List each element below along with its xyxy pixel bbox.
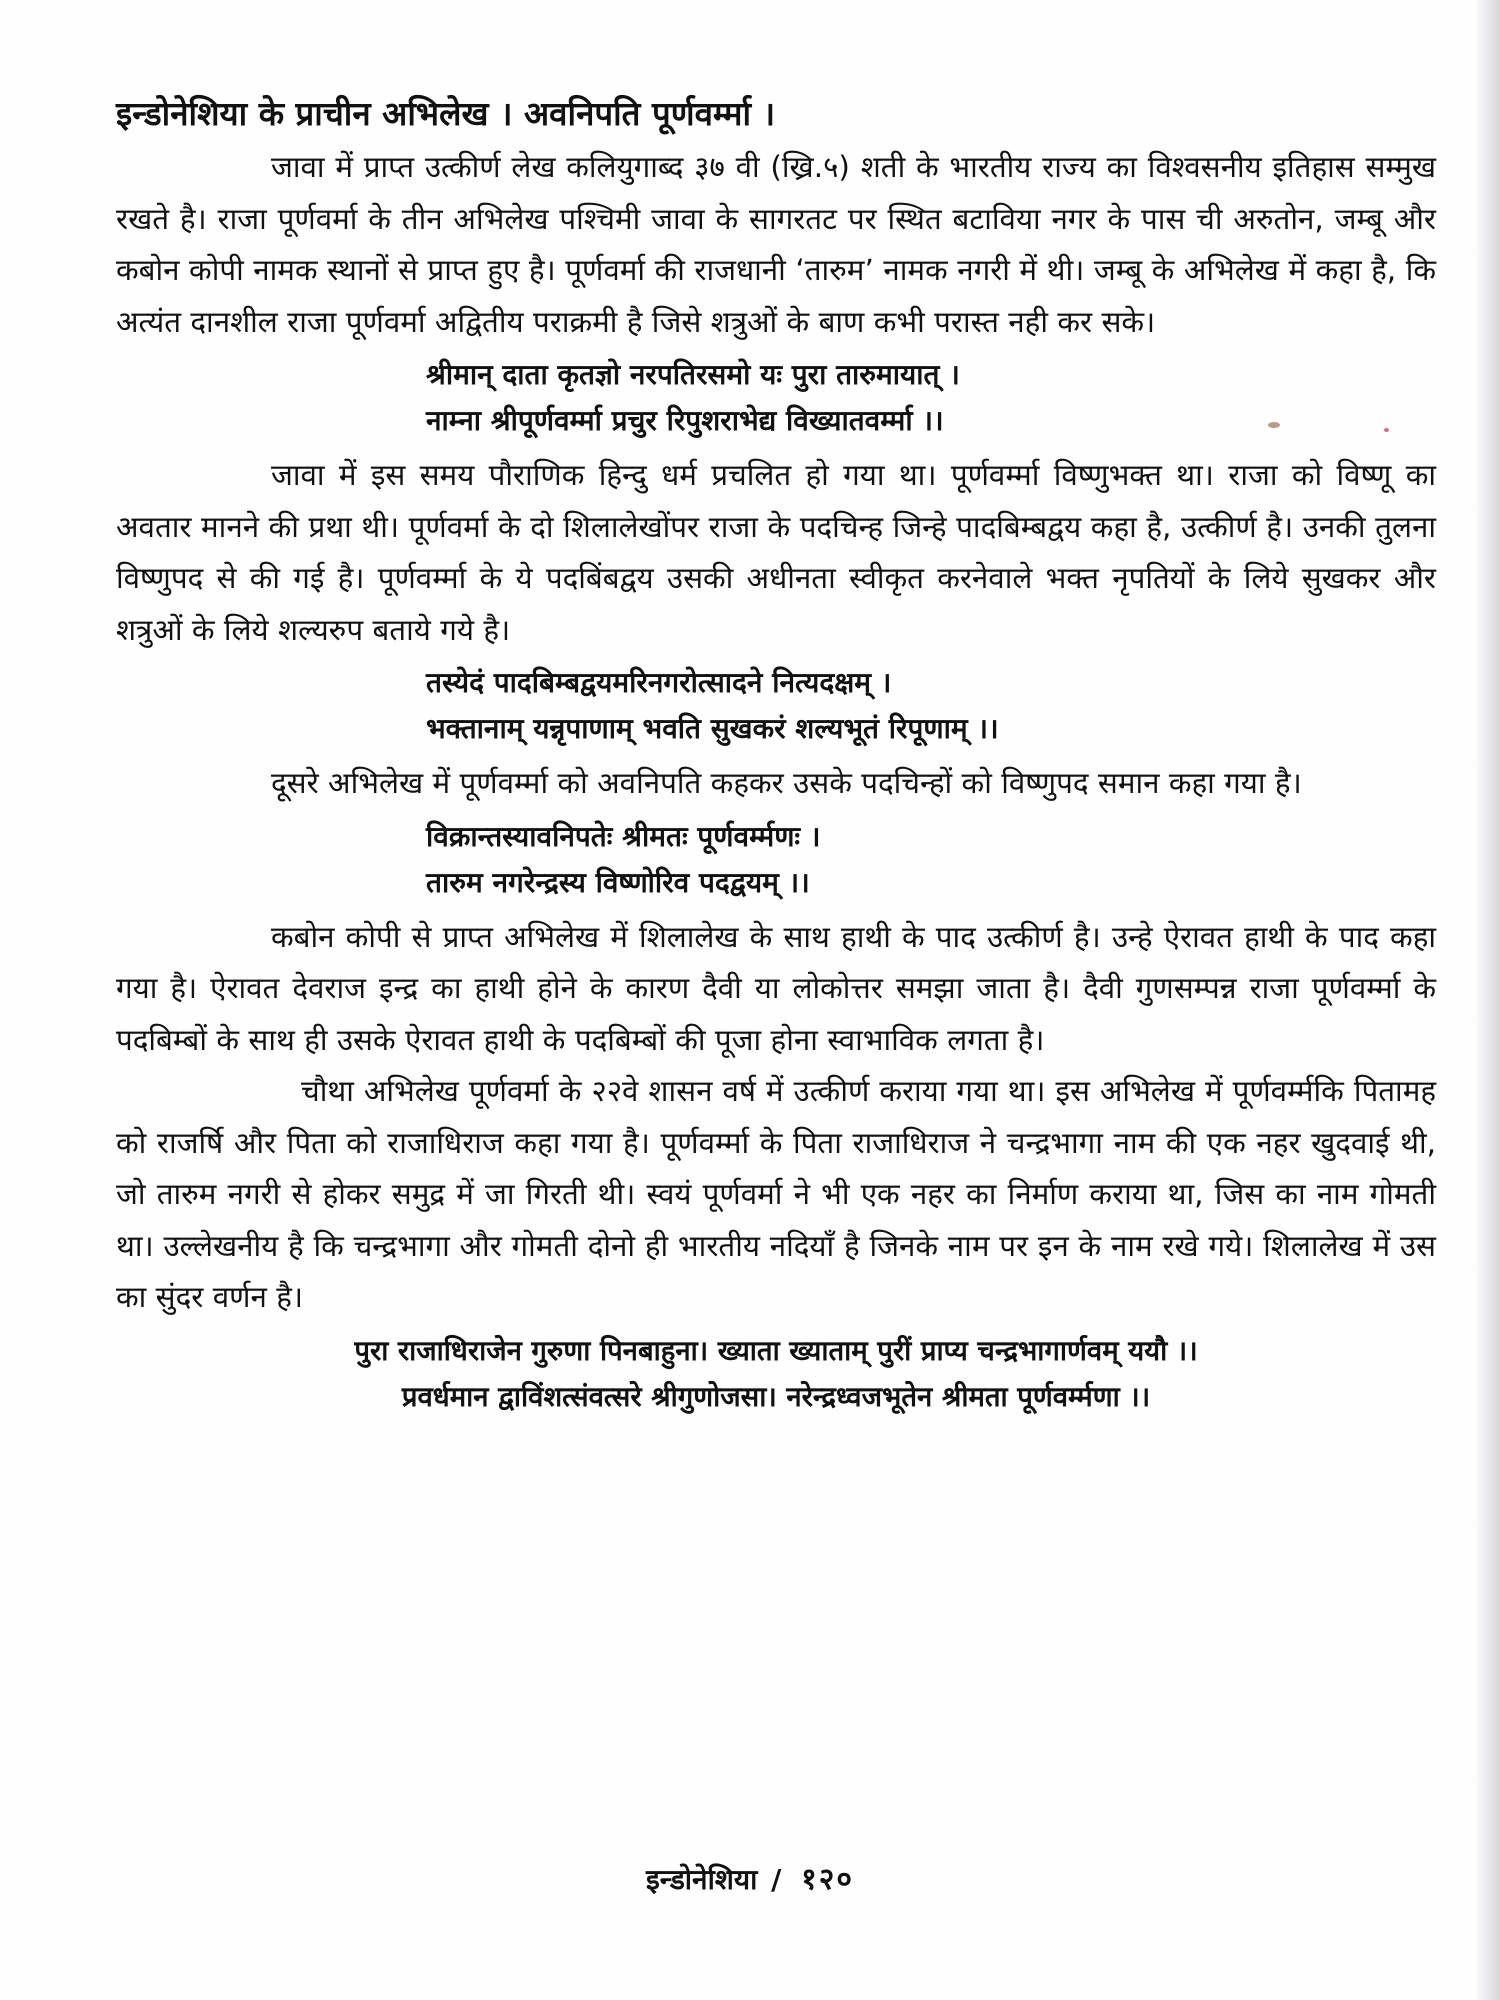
page-content bbox=[116, 88, 1436, 1426]
verse-line: श्रीमान् दाता कृतज्ञो नरपतिरसमो यः पुरा तारुमायात् । bbox=[426, 358, 960, 391]
verse-block-3 bbox=[116, 814, 1436, 906]
paragraph-5: चौथा अभिलेख पूर्णवर्मा के २२वे शासन वर्ष में उत्कीर्ण कराया गया था। इस अभिलेख में पूर्णवर्म्मकि पितामह को राजर्षि और पिता को राजाधिराज कहा गया है। पूर्णवर्म्मा के पिता राजाधिराज ने चन्द्रभागा नाम की एक नहर खुदवाई थी, जो तारुम नगरी से होकर समुद्र में जा गिरती थी। स्वयं पूर्णवर्मा ने भी एक नहर का निर्माण कराया था, जिस का नाम गोमती था। उल्लेखनीय है कि चन्द्रभागा और गोमती दोनो ही भारतीय नदियाँ है जिनके नाम पर इन के नाम रखे गये। शिलालेख में उस का सुंदर वर्णन है। bbox=[116, 1074, 1436, 1314]
verse-block-2 bbox=[116, 660, 1436, 752]
verse-line: विक्रान्तस्यावनिपतेः श्रीमतः पूर्णवर्म्मणः । bbox=[426, 819, 821, 853]
paragraph-2: जावा में इस समय पौराणिक हिन्दु धर्म प्रचलित हो गया था। पूर्णवर्म्मा विष्णुभक्त था। राजा को विष्णू का अवतार मानने की प्रथा थी। पूर्णवर्मा के दो शिलालेखोंपर राजा के पदचिन्ह जिन्हे पादबिम्बद्वय कहा है, उत्कीर्ण है। उनकी तुलना विष्णुपद से की गई है। पूर्णवर्म्मा के ये पदबिंबद्वय उसकी अधीनता स्वीकृत करनेवाले भक्त नृपतियों के लिये सुखकर और शत्रुओं के लिये शल्यरुप बताये गये है। bbox=[116, 458, 1436, 647]
page-footer bbox=[0, 1858, 1500, 1902]
footer-title: इन्डोनेशिया bbox=[646, 1863, 758, 1896]
paragraph-4: कबोन कोपी से प्राप्त अभिलेख में शिलालेख के साथ हाथी के पाद उत्कीर्ण है। उन्हे ऐरावत हाथी के पाद कहा गया है। ऐरावत देवराज इन्द्र का हाथी होने के कारण दैवी या लोकोत्तर समझा जाता है। दैवी गुणसम्पन्न राजा पूर्णवर्म्मा के पदबिम्बों के साथ ही उसके ऐरावत हाथी के पदबिम्बों की पूजा होना स्वाभाविक लगता है। bbox=[116, 919, 1436, 1057]
verse-line: तारुम नगरेन्द्रस्य विष्णोरिव पदद्वयम् ।। bbox=[426, 865, 810, 899]
page-edge-shadow bbox=[1474, 0, 1500, 2000]
verse-line: प्रवर्धमान द्वाविंशत्संवत्सरे श्रीगुणोजसा। नरेन्द्रध्वजभूतेन श्रीमता पूर्णवर्म्मणा ।। bbox=[401, 1380, 1151, 1413]
paragraph-3: दूसरे अभिलेख में पूर्णवर्म्मा को अवनिपति कहकर उसके पदचिन्हों को विष्णुपद समान कहा गया है। bbox=[271, 766, 1302, 800]
verse-block-1 bbox=[116, 352, 1436, 444]
page-number: १२० bbox=[801, 1862, 854, 1897]
footer-separator: / bbox=[771, 1863, 782, 1896]
verse-block-4 bbox=[116, 1328, 1436, 1420]
verse-line: भक्तानाम् यन्नृपाणाम् भवति सुखकरं शल्यभूतं रिपूणाम् ।। bbox=[426, 712, 999, 745]
chapter-heading: इन्डोनेशिया के प्राचीन अभिलेख । अवनिपति पूर्णवर्म्मा । bbox=[116, 94, 776, 133]
verse-line: तस्येदं पादबिम्बद्वयमरिनगरोत्सादने नित्यदक्षम् । bbox=[426, 666, 892, 699]
verse-line: पुरा राजाधिराजेन गुरुणा पिनबाहुना। ख्याता ख्याताम् पुरीं प्राप्य चन्द्रभागार्णवम् ययौ ।। bbox=[354, 1334, 1198, 1367]
paragraph-1: जावा में प्राप्त उत्कीर्ण लेख कलियुगाब्द ३७ वी (ख्रि.५) शती के भारतीय राज्य का विश्वसनीय इतिहास सम्मुख रखते है। राजा पूर्णवर्मा के तीन अभिलेख पश्चिमी जावा के सागरतट पर स्थित बटाविया नगर के पास ची अरुतोन, जम्बू और कबोन कोपी नामक स्थानों से प्राप्त हुए है। पूर्णवर्मा की राजधानी ‘तारुम’ नामक नगरी में थी। जम्बू के अभिलेख में कहा है, कि अत्यंत दानशील राजा पूर्णवर्मा अद्वितीय पराक्रमी है जिसे शत्रुओं के बाण कभी परास्त नही कर सके। bbox=[116, 150, 1436, 339]
verse-line: नाम्ना श्रीपूर्णवर्म्मा प्रचुर रिपुशराभेद्य विख्यातवर्म्मा ।। bbox=[426, 404, 944, 437]
